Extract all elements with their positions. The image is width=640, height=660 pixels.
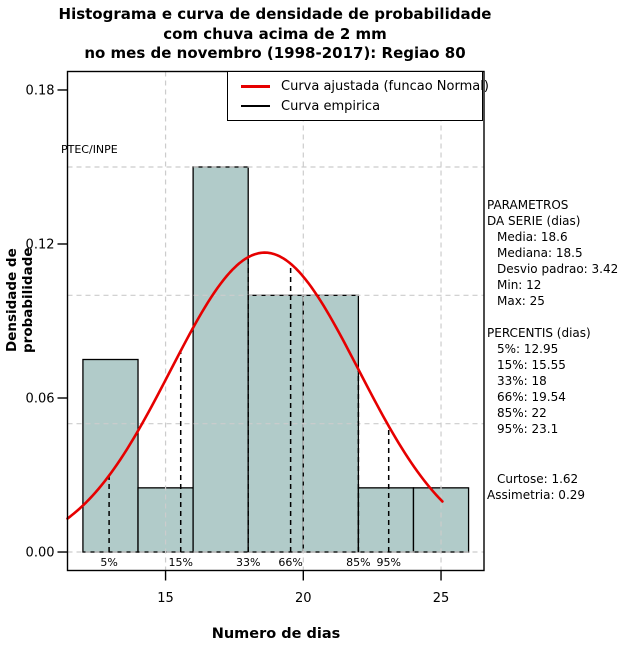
- stat-max: Max: 25: [497, 294, 545, 308]
- chart-title-line-3: no mes de novembro (1998-2017): Regiao 80: [84, 44, 466, 62]
- x-tick-label-25: 25: [432, 591, 450, 606]
- legend-label-empirical: Curva empirica: [281, 98, 381, 114]
- legend-label-fitted: Curva ajustada (funcao Normal): [281, 78, 489, 94]
- series-params-header-2: DA SERIE (dias): [487, 214, 581, 228]
- percentile-33: 33%: 18: [497, 374, 547, 388]
- histogram-bar: [83, 360, 138, 553]
- stat-assimetria: Assimetria: 0.29: [487, 488, 586, 502]
- chart-title-line-1: Histograma e curva de densidade de probabilidade: [58, 5, 492, 23]
- statistics-panel: [487, 197, 639, 503]
- legend-entry-empirical-curve: [241, 99, 482, 114]
- x-tick-label-15: 15: [157, 591, 174, 606]
- percentile-5: 5%: 12.95: [497, 342, 559, 356]
- percentile-label-15: 15%: [168, 556, 193, 569]
- chart-title: [0, 5, 550, 64]
- empirical-curve-line-swatch: [241, 105, 270, 107]
- chart-title-line-2: com chuva acima de 2 mm: [163, 24, 387, 43]
- percentile-label-33: 33%: [235, 556, 261, 569]
- stat-min: Min: 12: [497, 278, 542, 292]
- stat-curtose: Curtose: 1.62: [497, 472, 579, 486]
- percentile-label-66: 66%: [278, 556, 303, 569]
- percentile-label-85: 85%: [346, 556, 371, 569]
- y-tick-label-0.12: 0.12: [25, 237, 55, 253]
- percentile-66: 66%: 19.54: [497, 390, 566, 404]
- series-params-header-1: PARAMETROS: [487, 198, 569, 212]
- histogram-bar: [193, 167, 248, 552]
- percentile-label-95: 95%: [376, 556, 401, 569]
- percentile-95: 95%: 23.1: [497, 422, 559, 436]
- stat-mediana: Mediana: 18.5: [497, 246, 583, 260]
- stat-media: Media: 18.6: [497, 230, 568, 244]
- stat-desvio: Desvio padrao: 3.42: [497, 262, 619, 276]
- y-tick-label-0.06: 0.06: [25, 391, 55, 407]
- histogram-bar: [358, 488, 413, 552]
- percentile-label-5: 5%: [100, 556, 118, 569]
- y-axis-title: Densidade de probabilidade: [4, 247, 36, 353]
- percentiles-header: PERCENTIS (dias): [487, 326, 591, 340]
- watermark-label: PTEC/INPE: [61, 143, 118, 156]
- fitted-curve-line-swatch: [241, 85, 270, 88]
- x-tick-label-20: 20: [295, 591, 312, 606]
- legend-entry-fitted-curve: [241, 78, 489, 94]
- x-axis-title: Numero de dias: [211, 626, 341, 642]
- y-tick-label-0.18: 0.18: [25, 83, 55, 99]
- percentile-85: 85%: 22: [497, 406, 547, 420]
- percentile-15: 15%: 15.55: [497, 358, 566, 372]
- y-tick-label-0.00: 0.00: [25, 545, 55, 561]
- legend-box: [227, 71, 489, 121]
